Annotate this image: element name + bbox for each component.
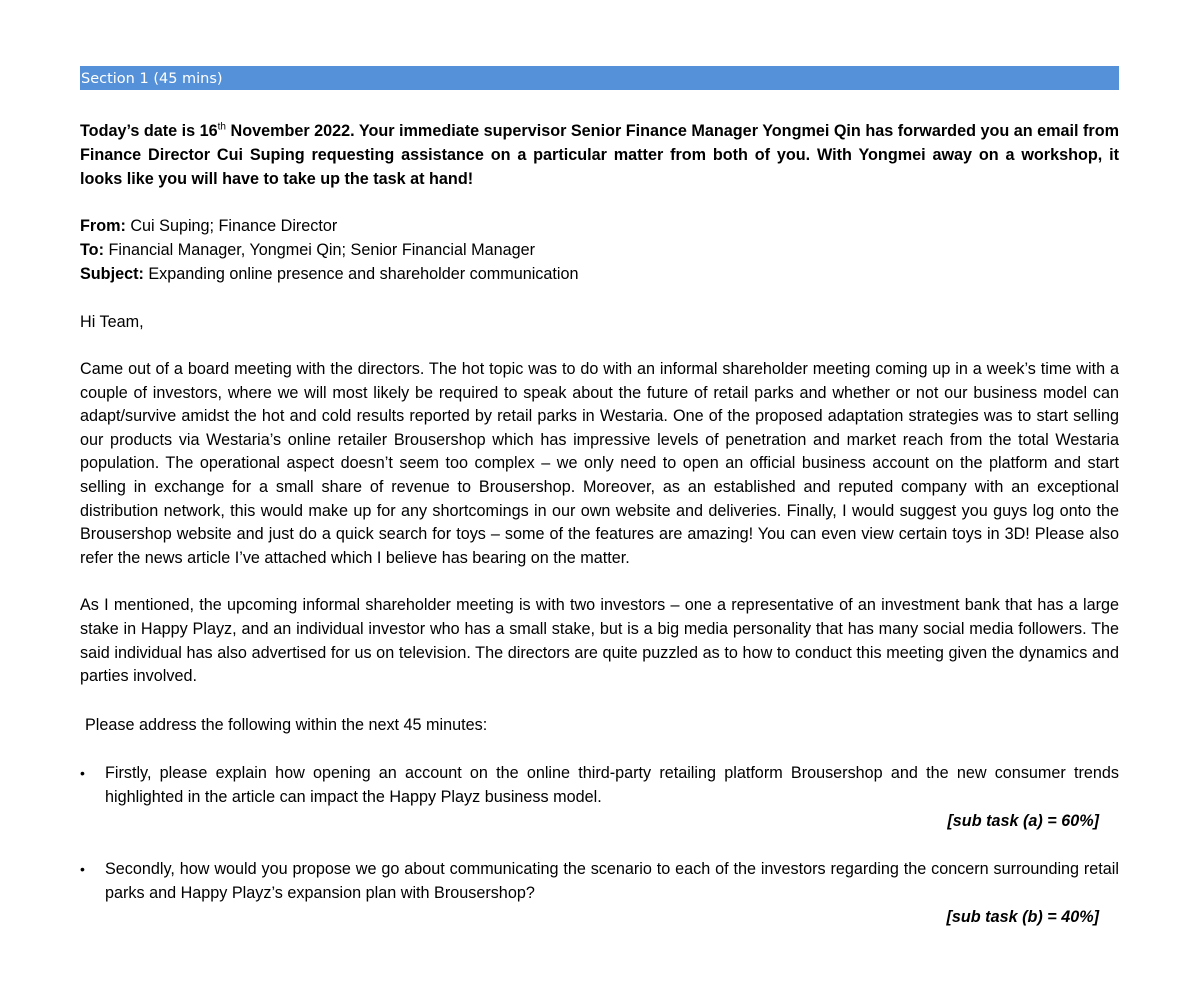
section-title: Section 1 (45 mins) — [81, 71, 223, 87]
from-value: Cui Suping; Finance Director — [125, 217, 338, 235]
task-text: Firstly, please explain how opening an account on the online third-party retailing platform Brousershop and the new consumer trends highlighted in the article can impact the Happy Playz business model. — [105, 763, 1119, 806]
to-label: To: — [80, 241, 104, 259]
intro-text-rest: November 2022. Your immediate supervisor Senior Finance Manager Yongmei Qin has forwarded you an email from Finance Director Cui Suping requesting assistance on a particular matter from both of you. With Yongmei away on a workshop, it looks like you will have to take up the task at hand! — [80, 122, 1119, 188]
email-from — [80, 214, 1119, 238]
task-weight: [sub task (a) = 60%] — [947, 811, 1099, 830]
intro-paragraph — [80, 119, 1119, 191]
date-ordinal-suffix: th — [217, 121, 226, 133]
subject-label: Subject: — [80, 265, 144, 283]
task-item-a — [80, 761, 1119, 833]
task-list — [80, 761, 1119, 929]
intro-text-start: Today’s date is 16 — [80, 122, 218, 140]
task-item-b — [80, 857, 1119, 929]
email-greeting: Hi Team, — [80, 313, 144, 331]
email-to — [80, 238, 1119, 262]
email-paragraph-2: As I mentioned, the upcoming informal shareholder meeting is with two investors – one a representative of an investment bank that has a large stake in Happy Playz, and an individual investor who has a small stake, but is a big media personality that has many social media followers. The said individual has also advertised for us on television. The directors are quite puzzled as to how to conduct this meeting given the dynamics and parties involved. — [80, 596, 1119, 686]
section-heading — [80, 66, 1119, 90]
subject-value: Expanding online presence and shareholder communication — [143, 265, 579, 283]
email-subject — [80, 262, 1119, 286]
to-value: Financial Manager, Yongmei Qin; Senior Financial Manager — [103, 241, 535, 259]
email-headers — [80, 214, 1119, 286]
task-text: Secondly, how would you propose we go about communicating the scenario to each of the investors regarding the concern surrounding retail parks and Happy Playz’s expansion plan with Brousershop? — [105, 859, 1119, 902]
bullet-icon: • — [80, 860, 85, 877]
task-weight: [sub task (b) = 40%] — [946, 907, 1099, 926]
bullet-icon: • — [80, 764, 85, 781]
task-instruction: Please address the following within the next 45 minutes: — [85, 715, 488, 734]
document-page — [80, 66, 1119, 929]
from-label: From: — [80, 217, 126, 235]
email-paragraph-1: Came out of a board meeting with the directors. The hot topic was to do with an informal shareholder meeting coming up in a week’s time with a couple of investors, where we will most likely be required to speak about the future of retail parks and whether or not our business model can adapt/survive amidst the hot and cold results reported by retail parks in Westaria. One of the proposed adaptation strategies was to start selling our products via Westaria’s online retailer Brousershop which has impressive levels of penetration and market reach from the total Westaria population. The operational aspect doesn’t seem too complex – we only need to open an official business account on the platform and start selling in exchange for a small share of revenue to Brousershop. Moreover, as an established and reputed company with an exceptional distribution network, this would make up for any shortcomings in our own website and deliveries. Finally, I would suggest you guys log onto the Brousershop website and just do a quick search for toys – some of the features are amazing! You can even view certain toys in 3D! Please also refer the news article I’ve attached which I believe has bearing on the matter. — [80, 360, 1119, 567]
